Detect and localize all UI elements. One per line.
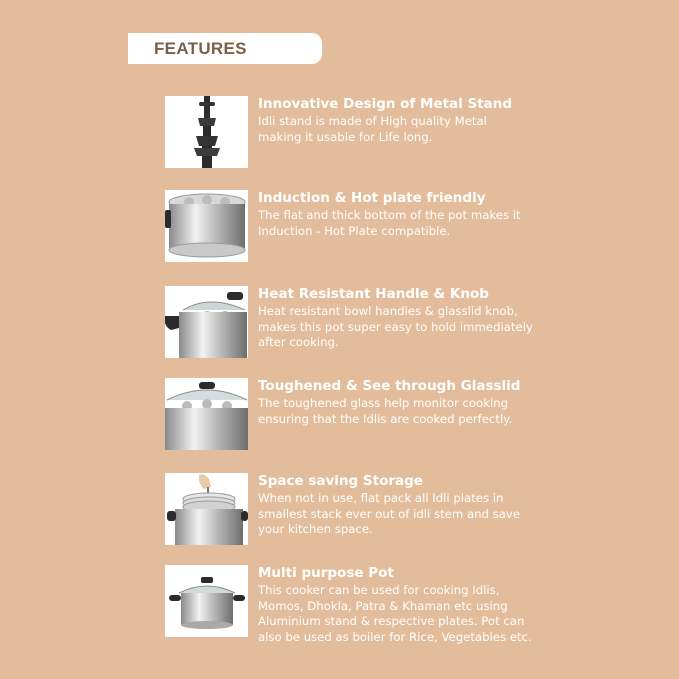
metal-stand-icon (165, 96, 248, 168)
feature-desc-line: smallest stack ever out of idli stem and save (258, 506, 521, 521)
feature-item-storage (165, 473, 578, 545)
feature-item-metal-stand (165, 96, 578, 168)
feature-desc-line: also be used as boiler for Rice, Vegetables etc. (258, 629, 532, 644)
feature-desc-line: Idli stand is made of High quality Metal (258, 114, 487, 128)
feature-desc-line: your kitchen space. (258, 522, 373, 536)
feature-title: Induction & Hot plate friendly (258, 190, 486, 206)
feature-title: Innovative Design of Metal Stand (258, 96, 513, 112)
pot-handle-icon (165, 286, 248, 358)
feature-desc-line: Induction - Hot Plate compatible. (258, 223, 451, 238)
feature-desc-line: Aluminium stand & respective plates. Pot can (258, 614, 525, 628)
feature-title: Multi purpose Pot (258, 565, 394, 581)
features-header-label: FEATURES (154, 38, 247, 58)
feature-desc-line: after cooking. (258, 335, 339, 349)
feature-desc-line: This cooker can be used for cooking Idlis, (258, 583, 500, 597)
feature-item-multi-purpose (165, 565, 578, 645)
feature-desc-line: Momos, Dhokla, Patra & Khaman etc using (258, 598, 508, 613)
feature-desc-line: The flat and thick bottom of the pot makes it (258, 208, 521, 222)
feature-desc-line: making it usable for Life long. (258, 129, 433, 144)
feature-desc-line: ensuring that the Idlis are cooked perfectly. (258, 411, 513, 426)
feature-desc-line: The toughened glass help monitor cooking (258, 396, 509, 410)
feature-title: Heat Resistant Handle & Knob (258, 286, 489, 302)
feature-item-handle-knob (165, 286, 578, 358)
cooking-pot-icon (165, 565, 248, 637)
glass-lid-icon (165, 378, 248, 450)
feature-desc-line: makes this pot super easy to hold immediately (258, 319, 533, 334)
feature-title: Space saving Storage (258, 473, 423, 489)
feature-desc-line: When not in use, flat pack all Idli plates in (258, 491, 504, 505)
feature-item-glass-lid (165, 378, 578, 450)
feature-item-induction (165, 190, 578, 262)
feature-title: Toughened & See through Glasslid (258, 378, 521, 394)
feature-desc-line: Heat resistant bowl handles & glasslid knob, (258, 304, 518, 318)
features-header-badge (128, 33, 322, 64)
stacked-plates-icon (165, 473, 248, 545)
pot-bottom-icon (165, 190, 248, 262)
